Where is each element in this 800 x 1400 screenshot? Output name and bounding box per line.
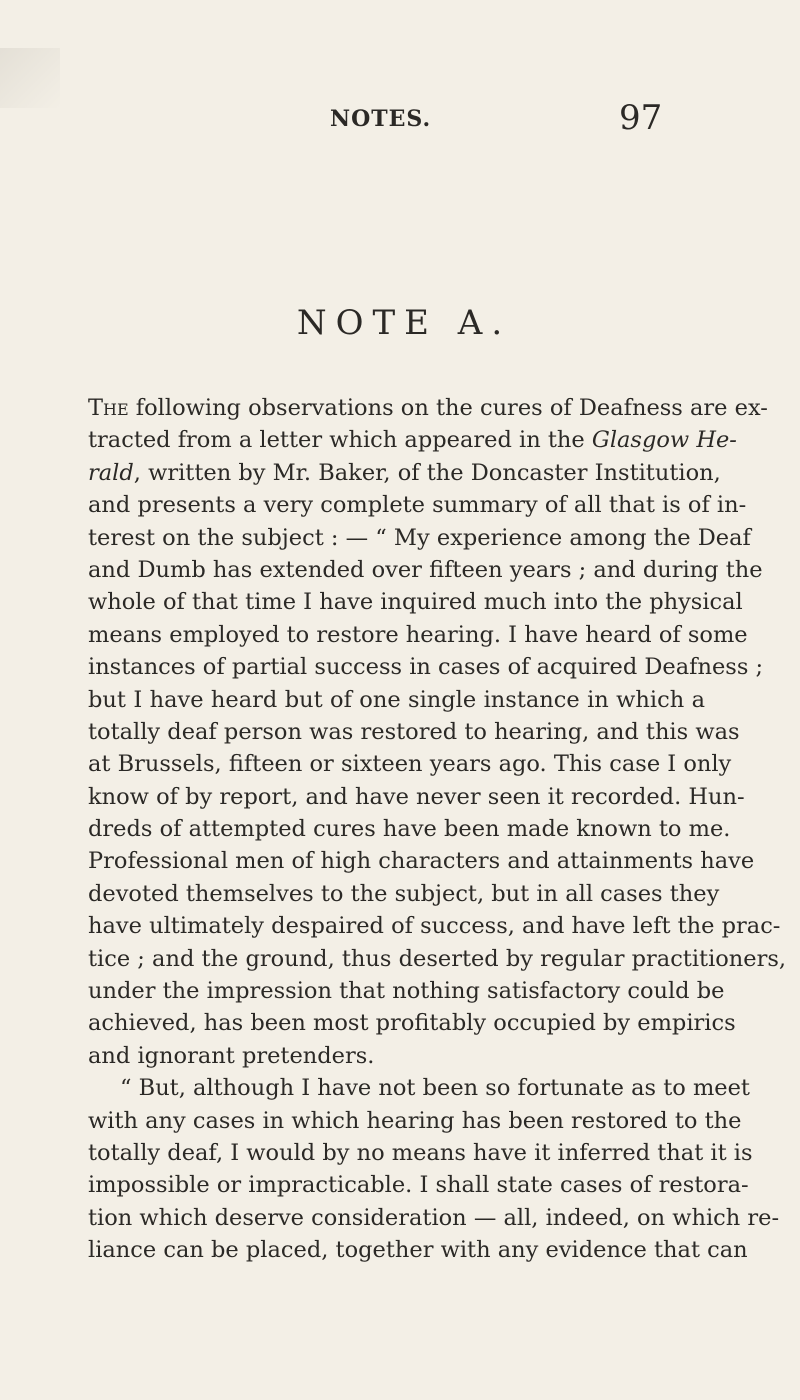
- text-line: have ultimately despaired of success, and have left the prac-: [88, 913, 781, 940]
- text-line: with any cases in which hearing has been restored to the: [88, 1107, 742, 1134]
- text-line: tice ; and the ground, thus deserted by regular practitioners,: [88, 945, 787, 972]
- text-line: but I have heard but of one single instance in which a: [88, 686, 705, 713]
- text-line: under the impression that nothing satisfactory could be: [88, 978, 725, 1005]
- body-text: [88, 392, 787, 1267]
- page-number: 97: [619, 98, 663, 138]
- text-line: at Brussels, fifteen or sixteen years ago. This case I only: [88, 751, 732, 778]
- text-line: tion which deserve consideration — all, indeed, on which re-: [88, 1204, 780, 1231]
- text-line: devoted themselves to the subject, but in all cases they: [88, 880, 720, 907]
- italic-title: Glasgow He-: [591, 427, 737, 454]
- note-heading: NOTE A.: [296, 303, 512, 343]
- text-line-content: following observations on the cures of Deafness are ex-: [135, 395, 768, 421]
- first-word: The: [88, 395, 129, 421]
- text-line: “ But, although I have not been so fortunate as to meet: [120, 1075, 750, 1102]
- text-line: means employed to restore hearing. I have heard of some: [88, 621, 748, 648]
- text-line: tracted from a letter which appeared in the Glasgow He-: [88, 427, 737, 454]
- text-line: impossible or impracticable. I shall state cases of restora-: [88, 1172, 749, 1199]
- page-smudge: [0, 48, 60, 108]
- running-title: NOTES.: [330, 106, 432, 132]
- running-head: [0, 100, 800, 136]
- text-line: and ignorant pretenders.: [88, 1042, 375, 1069]
- italic-title: rald: [88, 459, 134, 486]
- text-line: [88, 392, 768, 424]
- text-line: know of by report, and have never seen it recorded. Hun-: [88, 783, 745, 810]
- text-line: totally deaf person was restored to hearing, and this was: [88, 718, 740, 745]
- text-line: Professional men of high characters and attainments have: [88, 848, 755, 875]
- text-line: dreds of attempted cures have been made known to me.: [88, 816, 731, 843]
- text-line: liance can be placed, together with any evidence that can: [88, 1237, 748, 1264]
- text-line: totally deaf, I would by no means have it inferred that it is: [88, 1139, 753, 1166]
- text-line: and Dumb has extended over fifteen years ; and during the: [88, 556, 763, 583]
- text-line: achieved, has been most profitably occupied by empirics: [88, 1010, 736, 1037]
- text-line: terest on the subject : — “ My experience among the Deaf: [88, 524, 751, 551]
- text-line: whole of that time I have inquired much into the physical: [88, 589, 743, 616]
- text-line: instances of partial success in cases of acquired Deafness ;: [88, 654, 764, 681]
- text-line: and presents a very complete summary of all that is of in-: [88, 492, 747, 519]
- text-line: rald, written by Mr. Baker, of the Doncaster Institution,: [88, 459, 721, 486]
